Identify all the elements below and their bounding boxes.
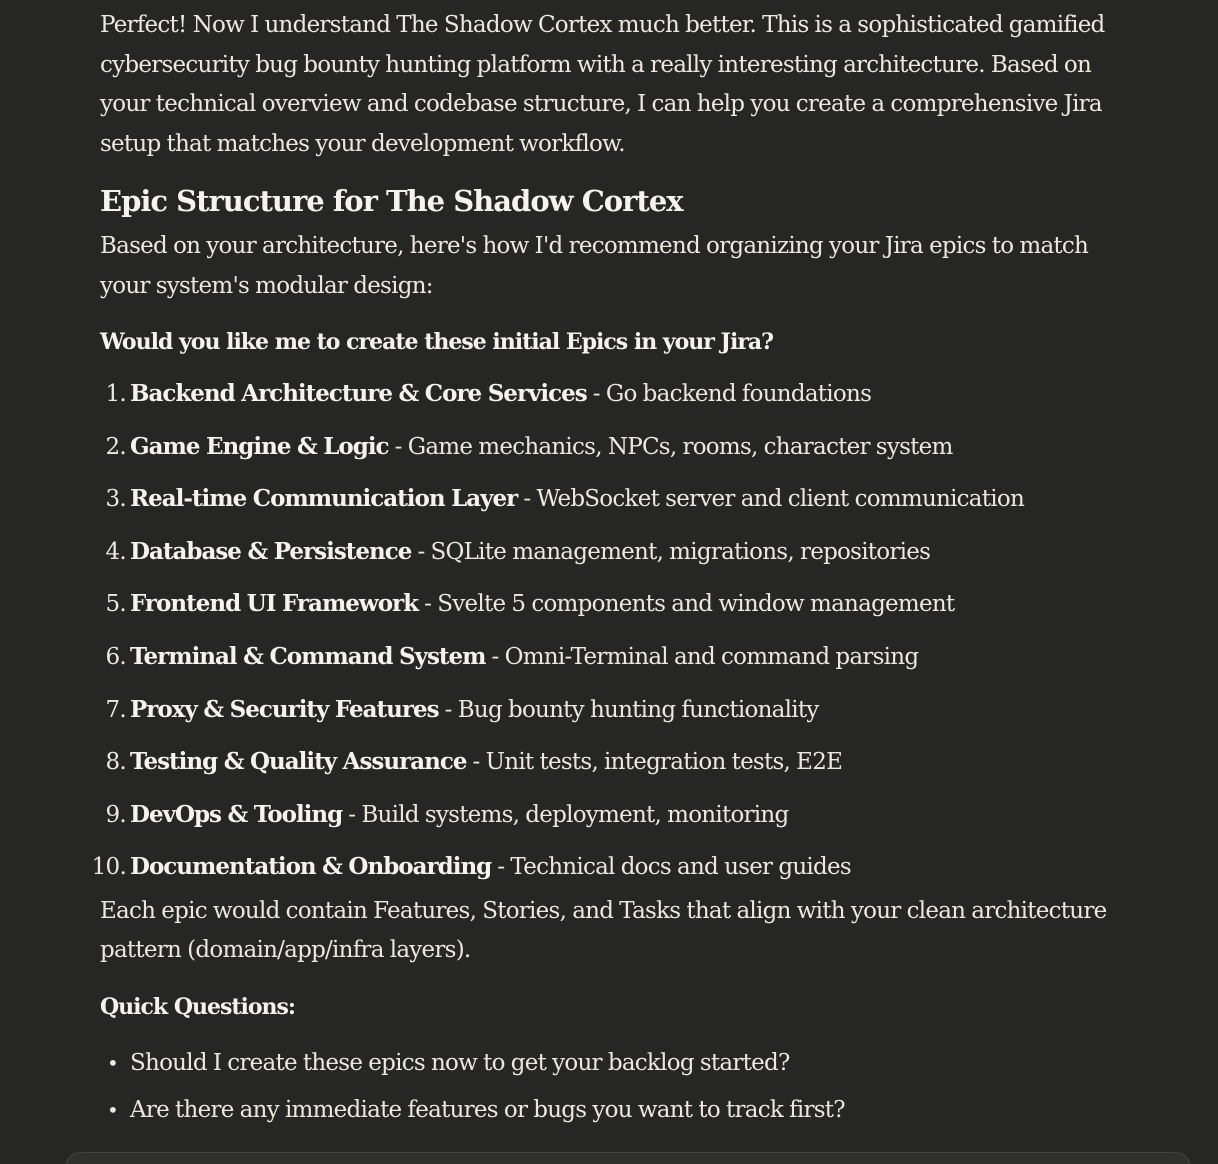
list-number: 6. <box>105 643 126 670</box>
epic-title: Documentation & Onboarding <box>130 853 492 881</box>
epics-prompt: Would you like me to create these initial Epics in your Jira? <box>100 329 774 355</box>
epic-title: Backend Architecture & Core Services <box>130 380 587 407</box>
questions-heading: Quick Questions: <box>100 993 296 1020</box>
epic-title: DevOps & Tooling <box>130 800 343 828</box>
list-item <box>88 795 1098 848</box>
question-text: Are there any immediate features or bugs you want to track first? <box>130 1096 845 1123</box>
epic-description: - Unit tests, integration tests, E2E <box>466 749 843 776</box>
epic-title: Proxy & Security Features <box>130 695 439 723</box>
chat-input-box[interactable] <box>64 1152 1192 1164</box>
list-item <box>88 479 1098 532</box>
bullet-icon: • <box>107 1097 119 1122</box>
epic-description: - SQLite management, migrations, repositories <box>411 538 931 565</box>
epic-title: Real-time Communication Layer <box>130 485 518 513</box>
list-item <box>88 742 1098 795</box>
epic-title: Terminal & Command System <box>130 642 486 670</box>
epic-description: - Bug bounty hunting functionality <box>438 696 819 723</box>
list-number: 10. <box>91 854 126 881</box>
epic-title: Testing & Quality Assurance <box>130 748 467 776</box>
list-item <box>100 1043 1110 1090</box>
list-item <box>88 690 1098 743</box>
epic-title: Frontend UI Framework <box>130 590 419 618</box>
list-number: 3. <box>105 486 126 513</box>
list-item <box>88 374 1098 427</box>
epic-description: - Go backend foundations <box>586 381 872 407</box>
questions-list <box>100 1043 1110 1137</box>
list-number: 9. <box>105 801 126 828</box>
question-text: Should I create these epics now to get your backlog started? <box>130 1049 790 1076</box>
architecture-paragraph: Based on your architecture, here's how I'd recommend organizing your Jira epics to match your system's modular design: <box>100 233 1089 299</box>
epic-list <box>88 374 1098 900</box>
list-number: 8. <box>105 749 126 776</box>
assistant-message <box>91 6 1110 1137</box>
list-number: 7. <box>105 696 126 723</box>
section-heading: Epic Structure for The Shadow Cortex <box>100 184 683 218</box>
list-item <box>88 532 1098 585</box>
list-number: 1. <box>105 381 126 407</box>
epic-description: - Svelte 5 components and window management <box>418 591 955 618</box>
list-item <box>88 637 1098 690</box>
list-number: 5. <box>105 591 126 618</box>
epic-title: Game Engine & Logic <box>130 432 389 460</box>
list-number: 2. <box>105 433 126 460</box>
list-number: 4. <box>105 538 126 565</box>
list-item <box>88 427 1098 480</box>
summary-paragraph: Each epic would contain Features, Stories, and Tasks that align with your clean architecture pattern (domain/app/infra layers). <box>100 897 1107 964</box>
epic-description: - Game mechanics, NPCs, rooms, character system <box>388 433 953 460</box>
epic-title: Database & Persistence <box>130 537 412 565</box>
bullet-icon: • <box>107 1050 119 1075</box>
epic-description: - Build systems, deployment, monitoring <box>342 801 789 828</box>
list-item <box>100 1090 1110 1137</box>
epic-description: - Omni-Terminal and command parsing <box>485 643 919 670</box>
list-item <box>88 584 1098 637</box>
epic-description: - Technical docs and user guides <box>491 854 851 881</box>
intro-paragraph: Perfect! Now I understand The Shadow Cortex much better. This is a sophisticated gamified cybersecurity bug bounty hunting platform with a really interesting architecture. Based on your technical overview and codebase structure, I can help you create a comprehensive Jira setup that matches your development workflow. <box>100 12 1105 157</box>
epic-description: - WebSocket server and client communication <box>517 486 1025 513</box>
list-item <box>88 847 1098 900</box>
